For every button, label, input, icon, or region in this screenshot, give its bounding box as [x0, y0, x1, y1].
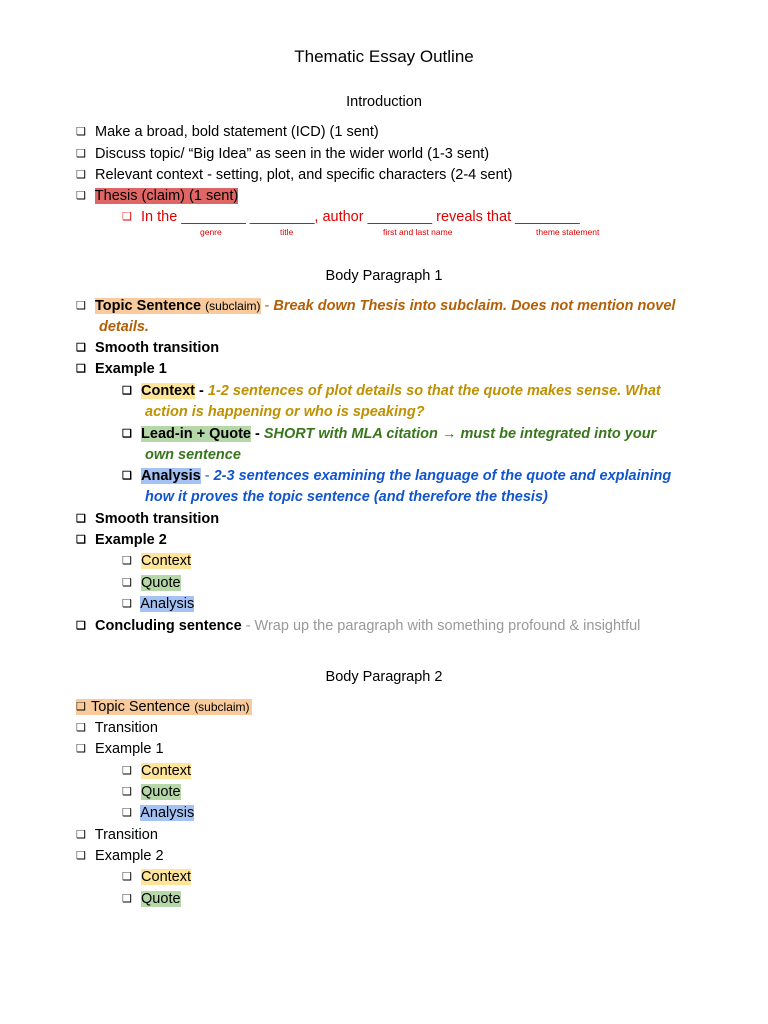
- checkbox-icon: ❑: [76, 513, 86, 525]
- checkbox-icon: ❑: [76, 148, 86, 160]
- list-item: ❑ Analysis: [122, 803, 194, 824]
- checkbox-icon: ❑: [76, 169, 86, 181]
- list-item-context: ❑ Context - 1-2 sentences of plot details so that the quote makes sense. What: [122, 381, 661, 402]
- leadin-desc-cont: own sentence: [145, 447, 241, 463]
- checkbox-icon: ❑: [122, 786, 132, 798]
- list-item: ❑ Quote: [122, 782, 181, 803]
- list-item: ❑ Discuss topic/ “Big Idea” as seen in the wider world (1-3 sent): [76, 144, 489, 165]
- checkbox-icon: ❑: [76, 342, 86, 354]
- checkbox-icon: ❑: [122, 385, 132, 397]
- checkbox-icon: ❑: [122, 470, 132, 482]
- list-item: ❑ Quote: [122, 889, 181, 910]
- list-item: ❑ Example 2: [76, 530, 167, 551]
- checkbox-icon: ❑: [122, 893, 132, 905]
- list-item: ❑ Example 1: [76, 359, 167, 380]
- list-item: ❑ Analysis: [122, 594, 194, 615]
- checkbox-icon: ❑: [122, 211, 132, 223]
- list-item: ❑ Context: [122, 867, 191, 888]
- checkbox-icon: ❑: [76, 190, 86, 202]
- list-item-thesis: ❑ Thesis (claim) (1 sent): [76, 186, 238, 207]
- list-item: ❑ Smooth transition: [76, 509, 219, 530]
- list-item: ❑ Make a broad, bold statement (ICD) (1 sent): [76, 122, 379, 143]
- list-item: ❑ Example 2: [76, 846, 164, 867]
- page-title: Thematic Essay Outline: [294, 47, 474, 66]
- list-item: ❑ Transition: [76, 718, 158, 739]
- list-item-analysis: ❑ Analysis - 2-3 sentences examining the language of the quote and explaining: [122, 466, 671, 487]
- checkbox-icon: ❑: [76, 126, 86, 138]
- checkbox-icon: ❑: [122, 871, 132, 883]
- label-theme: theme statement: [536, 227, 600, 237]
- checkbox-icon: ❑: [76, 534, 86, 546]
- checkbox-icon: ❑: [76, 850, 86, 862]
- context-desc-cont: action is happening or who is speaking?: [145, 404, 425, 420]
- checkbox-icon: ❑: [76, 620, 86, 632]
- label-title: title: [280, 227, 294, 237]
- topic-desc-cont: details.: [99, 319, 149, 335]
- checkbox-icon: ❑: [122, 428, 132, 440]
- analysis-desc-cont: how it proves the topic sentence (and therefore the thesis): [145, 489, 548, 505]
- checkbox-icon: ❑: [76, 701, 86, 713]
- list-item: ❑ Smooth transition: [76, 338, 219, 359]
- list-item-leadin: ❑ Lead-in + Quote - SHORT with MLA citation → must be integrated into your: [122, 424, 656, 445]
- checkbox-icon: ❑: [122, 577, 132, 589]
- label-name: first and last name: [383, 227, 453, 237]
- list-item: ❑ Relevant context - setting, plot, and specific characters (2-4 sent): [76, 165, 513, 186]
- list-item: ❑ Quote: [122, 573, 181, 594]
- list-item: ❑ Context: [122, 551, 191, 572]
- list-item-concluding: ❑ Concluding sentence - Wrap up the paragraph with something profound & insightful: [76, 616, 640, 637]
- thesis-template: ❑ In the ________ ________, author ________ reveals that ________: [122, 207, 580, 228]
- list-item-topic: ❑ Topic Sentence (subclaim) - Break down Thesis into subclaim. Does not mention novel: [76, 296, 675, 317]
- list-item: ❑ Transition: [76, 825, 158, 846]
- list-item: ❑ Context: [122, 761, 191, 782]
- checkbox-icon: ❑: [122, 598, 132, 610]
- list-item: ❑ Example 1: [76, 739, 164, 760]
- checkbox-icon: ❑: [76, 829, 86, 841]
- checkbox-icon: ❑: [122, 807, 132, 819]
- checkbox-icon: ❑: [76, 363, 86, 375]
- checkbox-icon: ❑: [76, 300, 86, 312]
- label-genre: genre: [200, 227, 222, 237]
- checkbox-icon: ❑: [76, 743, 86, 755]
- intro-heading: Introduction: [346, 94, 422, 110]
- body1-heading: Body Paragraph 1: [325, 268, 443, 284]
- checkbox-icon: ❑: [76, 722, 86, 734]
- body2-heading: Body Paragraph 2: [325, 669, 443, 685]
- list-item-topic: ❑ Topic Sentence (subclaim): [76, 697, 252, 718]
- checkbox-icon: ❑: [122, 555, 132, 567]
- checkbox-icon: ❑: [122, 765, 132, 777]
